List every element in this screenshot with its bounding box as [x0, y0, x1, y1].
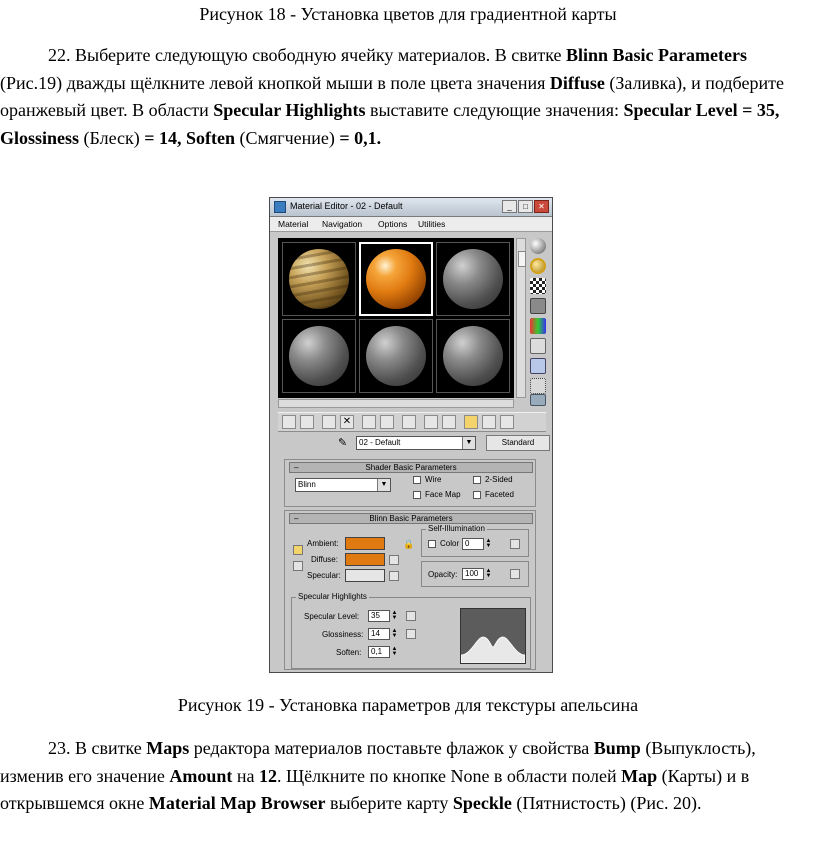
horizontal-toolbar: [278, 412, 546, 432]
chevron-down-icon[interactable]: ▼: [462, 437, 475, 449]
specular-color-swatch[interactable]: [345, 569, 385, 582]
self-illumination-label: Self-Illumination: [428, 524, 485, 533]
para23-material-map-browser: Material Map Browser: [148, 793, 326, 813]
specular-label: Specular:: [307, 571, 341, 580]
sample-type-icon[interactable]: [530, 238, 546, 254]
specular-level-label: Specular Level:: [304, 612, 360, 621]
para22-text: (Смягчение): [235, 127, 340, 148]
sample-sphere: [366, 326, 426, 386]
para22-text: 22. Выберите следующую свободную ячейку материалов. В свитке: [48, 45, 567, 65]
slots-horizontal-scrollbar[interactable]: [278, 399, 514, 408]
make-copy-icon[interactable]: [362, 415, 376, 429]
para23-text: на: [232, 765, 260, 786]
shader-basic-parameters-rollout: [284, 459, 536, 507]
wire-label: Wire: [425, 475, 442, 484]
make-unique-icon[interactable]: [380, 415, 394, 429]
rollout-title: Blinn Basic Parameters: [369, 514, 453, 523]
para23-maps: Maps: [146, 738, 190, 758]
paragraph-23: [0, 735, 812, 818]
go-forward-sibling-icon[interactable]: [500, 415, 514, 429]
menu-utilities[interactable]: Utilities: [418, 219, 446, 229]
editor-menubar: [270, 217, 552, 232]
specular-level-spinner[interactable]: 35 ▲ ▼: [368, 610, 390, 622]
para23-text: 23. В свитке: [48, 738, 147, 758]
show-end-result-icon[interactable]: [464, 415, 478, 429]
lock-diffuse-specular-icon[interactable]: [293, 561, 303, 571]
material-navigator-icon[interactable]: [530, 394, 546, 406]
chevron-down-icon[interactable]: ▼: [377, 479, 390, 491]
backlight-icon[interactable]: [530, 258, 546, 274]
close-button[interactable]: ✕: [534, 200, 549, 213]
ambient-label: Ambient:: [307, 539, 339, 548]
sample-slot-3[interactable]: [436, 242, 510, 316]
menu-options[interactable]: Options: [378, 219, 408, 229]
para23-map: Map: [621, 765, 658, 786]
diffuse-color-swatch[interactable]: [345, 553, 385, 566]
sample-sphere: [443, 249, 503, 309]
material-name-value: 02 - Default: [359, 438, 401, 447]
get-material-icon[interactable]: [282, 415, 296, 429]
show-map-in-viewport-icon[interactable]: [442, 415, 456, 429]
face-map-label: Face Map: [425, 490, 461, 499]
para23-text: (Карты) и в открывшемся окне: [0, 765, 750, 813]
video-color-check-icon[interactable]: [530, 318, 546, 334]
sample-slots: [278, 238, 514, 398]
sample-slot-6[interactable]: [436, 319, 510, 393]
editor-title: Material Editor - 02 - Default: [290, 201, 403, 211]
para23-amount: Amount: [169, 765, 233, 786]
sample-sphere: [289, 249, 349, 309]
para22-specular-level: Specular Level = 35, Glossiness: [0, 100, 780, 148]
figure-19-caption: Рисунок 19 - Установка параметров для текстуры апельсина: [177, 695, 639, 715]
para22-soften-value: = 0,1.: [339, 127, 382, 148]
rollout-header[interactable]: – Shader Basic Parameters: [289, 462, 533, 473]
para23-text: . Щёлкните по кнопке None в области полей: [277, 765, 622, 786]
put-to-scene-icon[interactable]: [300, 415, 314, 429]
faceted-label: Faceted: [485, 490, 514, 499]
para23-text: редактора материалов поставьте флажок у свойства: [189, 738, 594, 758]
slots-vertical-scrollbar[interactable]: [516, 238, 526, 398]
para22-text: (Рис.19) дважды щёлкните левой кнопкой мыши в поле цвета значения: [0, 72, 550, 93]
put-to-library-icon[interactable]: [402, 415, 416, 429]
glossiness-map-button[interactable]: [406, 629, 416, 639]
specular-highlights-group: [291, 592, 531, 669]
sample-slot-5[interactable]: [359, 319, 433, 393]
paragraph-22: [0, 42, 812, 152]
glossiness-value: 14: [371, 629, 380, 638]
shader-type-dropdown[interactable]: [295, 478, 391, 492]
material-type-button[interactable]: Standard: [486, 435, 550, 451]
diffuse-map-button[interactable]: [389, 555, 399, 565]
sample-sphere: [443, 326, 503, 386]
material-id-icon[interactable]: [424, 415, 438, 429]
highlight-curve-svg: [461, 609, 525, 663]
soften-spinner[interactable]: 0,1 ▲ ▼: [368, 646, 390, 658]
sample-slot-4[interactable]: [282, 319, 356, 393]
para22-glossiness-value: = 14, Soften: [144, 127, 236, 148]
para23-bump: Bump: [593, 738, 641, 758]
para22-diffuse: Diffuse: [549, 72, 605, 93]
diffuse-label: Diffuse:: [311, 555, 338, 564]
two-sided-label: 2-Sided: [485, 475, 513, 484]
para22-text: (Заливка), и подберите оранжевый цвет. В области: [0, 72, 784, 120]
glossiness-spinner[interactable]: 14 ▲ ▼: [368, 628, 390, 640]
self-illum-spinner[interactable]: 0 ▲ ▼: [462, 538, 484, 550]
eyedropper-icon[interactable]: ✎: [338, 437, 348, 449]
opacity-group: [421, 561, 529, 587]
specular-level-map-button[interactable]: [406, 611, 416, 621]
material-name-row: [278, 435, 546, 453]
para23-speckle: Speckle: [452, 793, 512, 813]
highlight-curve-graph: [460, 608, 526, 664]
para23-text: (Выпуклость), изменив его значение: [0, 738, 756, 786]
face-map-checkbox[interactable]: [413, 491, 421, 499]
para22-blinn-basic: Blinn Basic Parameters: [566, 45, 747, 65]
app-icon: [274, 201, 286, 213]
background-checker-icon[interactable]: [530, 278, 546, 294]
rollout-header[interactable]: – Blinn Basic Parameters: [289, 513, 533, 524]
opacity-label: Opacity:: [428, 570, 458, 579]
maximize-button[interactable]: □: [518, 200, 533, 213]
go-to-parent-icon[interactable]: [482, 415, 496, 429]
specular-highlights-label: Specular Highlights: [298, 592, 367, 601]
self-illum-value: 0: [465, 539, 470, 548]
menu-navigation[interactable]: Navigation: [322, 219, 363, 229]
assign-to-selection-icon[interactable]: [322, 415, 336, 429]
color-label: Color: [440, 539, 460, 548]
figure-18-caption: Рисунок 18 - Установка цветов для градиентной карты: [199, 4, 617, 24]
self-illum-color-checkbox[interactable]: [428, 540, 436, 548]
material-editor-window: [269, 197, 553, 673]
rollout-title: Shader Basic Parameters: [365, 463, 457, 472]
sample-slot-1[interactable]: [282, 242, 356, 316]
sample-uv-tiling-icon[interactable]: [530, 298, 546, 314]
blinn-basic-parameters-rollout: [284, 510, 536, 670]
self-illum-map-button[interactable]: [510, 539, 520, 549]
para23-twelve: 12: [259, 765, 278, 786]
sample-slot-2-selected[interactable]: [359, 242, 433, 316]
opacity-value: 100: [465, 569, 479, 578]
opacity-spinner[interactable]: 100 ▲ ▼: [462, 568, 484, 580]
options-icon[interactable]: [530, 358, 546, 374]
soften-value: 0,1: [371, 647, 383, 656]
specular-map-button[interactable]: [389, 571, 399, 581]
wire-checkbox[interactable]: [413, 476, 421, 484]
para23-text: (Пятнистость) (Рис. 20).: [511, 793, 702, 813]
opacity-map-button[interactable]: [510, 569, 520, 579]
para22-specular-highlights: Specular Highlights: [213, 100, 366, 120]
make-preview-icon[interactable]: [530, 338, 546, 354]
editor-titlebar: [270, 198, 552, 217]
lock-icon[interactable]: 🔒: [403, 539, 415, 549]
ambient-color-swatch[interactable]: [345, 537, 385, 550]
reset-map-icon[interactable]: ✕: [340, 415, 354, 429]
soften-label: Soften:: [336, 648, 362, 657]
sample-sphere: [289, 326, 349, 386]
material-name-field[interactable]: [356, 436, 476, 450]
glossiness-label: Glossiness:: [322, 630, 364, 639]
self-illumination-group: [421, 524, 529, 557]
side-toolbar: [530, 238, 548, 406]
specular-level-value: 35: [371, 611, 380, 620]
para22-text: (Блеск): [79, 127, 145, 148]
two-sided-checkbox[interactable]: [473, 476, 481, 484]
lock-ambient-diffuse-icon[interactable]: [293, 545, 303, 555]
minimize-button[interactable]: _: [502, 200, 517, 213]
para23-text: выберите карту: [325, 793, 453, 813]
para22-text: выставите следующие значения:: [365, 100, 624, 120]
shader-value: Blinn: [298, 480, 316, 489]
sample-sphere: [366, 249, 426, 309]
select-by-material-icon[interactable]: [530, 378, 546, 394]
faceted-checkbox[interactable]: [473, 491, 481, 499]
menu-material[interactable]: Material: [278, 219, 309, 229]
